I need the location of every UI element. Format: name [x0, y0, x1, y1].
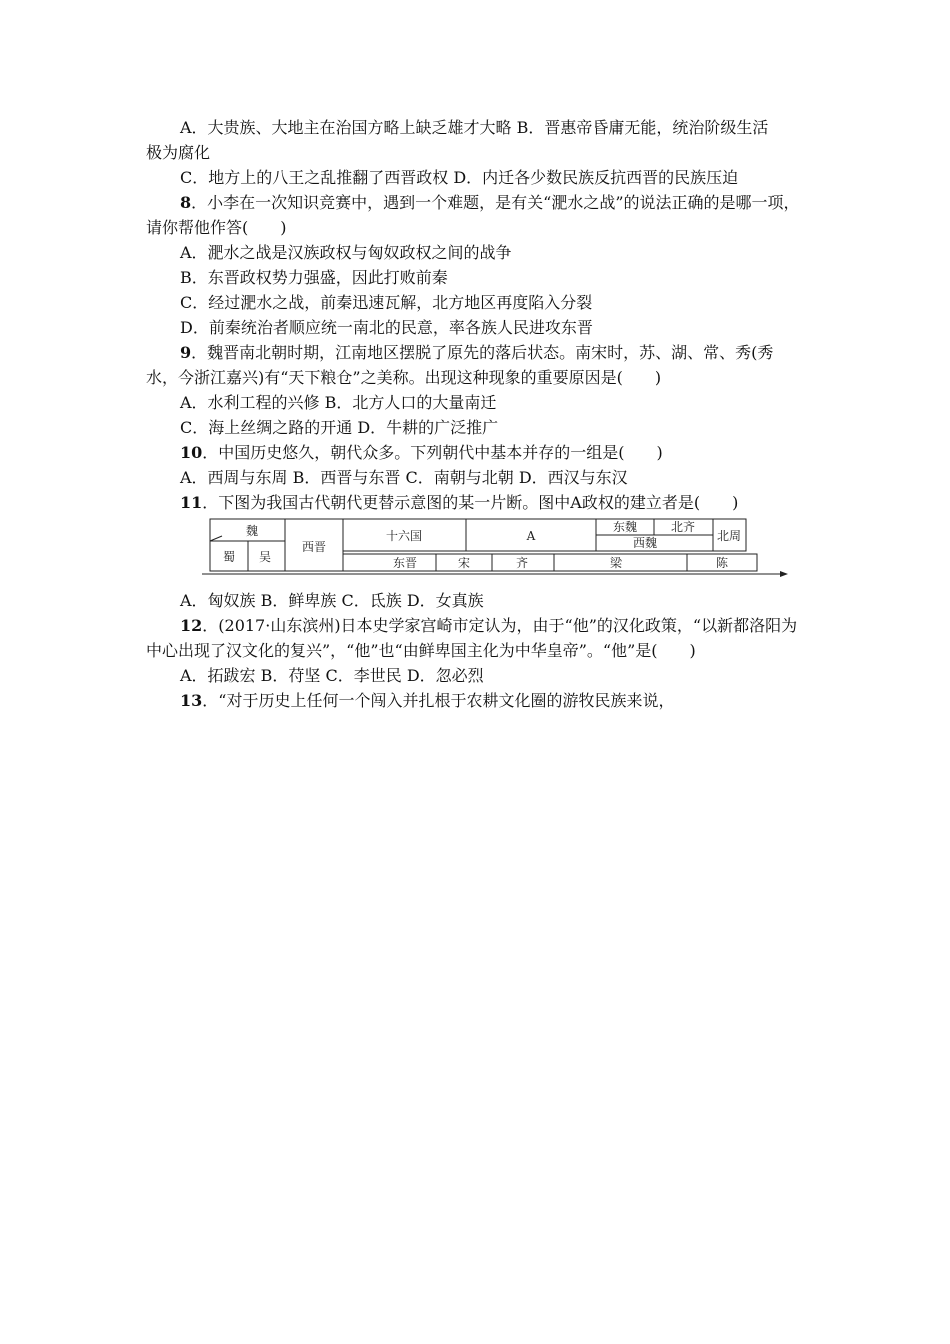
dongjin-box — [343, 554, 436, 571]
q7-option-cd: C．地方上的八王之乱推翻了西晋政权 D．内迁各少数民族反抗西晋的民族压迫 — [180, 168, 739, 187]
label-qi: 齐 — [515, 556, 529, 570]
q9-option-ab: A．水利工程的兴修 B．北方人口的大量南迁 — [180, 393, 497, 412]
q8-text: ．小李在一次知识竞赛中，遇到一个难题，是有关“淝水之战”的说法正确的是哪一项， — [191, 193, 800, 212]
label-wu: 吴 — [258, 550, 272, 564]
label-dongjin: 东晋 — [392, 556, 418, 570]
label-a: A — [526, 529, 536, 543]
q8-option-c: C．经过淝水之战，前秦迅速瓦解，北方地区再度陷入分裂 — [180, 293, 593, 312]
label-beizhou: 北周 — [716, 529, 742, 543]
label-xijin: 西晋 — [301, 540, 327, 554]
q7-option-b-cont: 极为腐化 — [146, 143, 211, 162]
q13-stem — [180, 690, 674, 712]
label-xiwei: 西魏 — [632, 536, 658, 550]
label-shu: 蜀 — [222, 550, 236, 564]
q13-number: 13 — [180, 691, 203, 710]
q12-stem-cont: 中心出现了汉文化的复兴”，“他”也“由鲜卑国主化为中华皇帝”。“他”是( ) — [146, 641, 696, 660]
label-dongwei: 东魏 — [612, 520, 638, 534]
q11-number: 11 — [180, 493, 203, 512]
q8-number: 8 — [180, 193, 192, 212]
label-wei: 魏 — [245, 524, 259, 538]
q9-text: ．魏晋南北朝时期，江南地区摆脱了原先的落后状态。南宋时，苏、湖、常、秀(秀 — [191, 343, 774, 362]
q11-stem — [180, 492, 738, 514]
q12-options: A．拓跋宏 B．苻坚 C．李世民 D．忽必烈 — [180, 666, 484, 685]
q13-text: ．“对于历史上任何一个闯入并扎根于农耕文化圈的游牧民族来说， — [202, 691, 675, 710]
q12-stem — [180, 615, 797, 637]
q9-number: 9 — [180, 343, 192, 362]
dynasty-timeline-diagram — [200, 516, 790, 578]
label-shiliuguo: 十六国 — [385, 529, 423, 543]
label-liang: 梁 — [609, 556, 623, 570]
q8-stem — [180, 192, 800, 214]
q9-stem — [180, 342, 773, 364]
label-beiqi: 北齐 — [670, 520, 696, 534]
q8-option-a: A．淝水之战是汉族政权与匈奴政权之间的战争 — [180, 243, 512, 262]
q7-option-ab: A．大贵族、大地主在治国方略上缺乏雄才大略 B．晋惠帝昏庸无能，统治阶级生活 — [180, 118, 769, 137]
timeline-arrow-icon — [780, 571, 788, 577]
q8-stem-cont: 请你帮他作答( ) — [146, 218, 287, 237]
q8-option-d: D．前秦统治者顺应统一南北的民意，率各族人民进攻东晋 — [180, 318, 593, 337]
q8-option-b: B．东晋政权势力强盛，因此打败前秦 — [180, 268, 448, 287]
q10-options: A．西周与东周 B．西晋与东晋 C．南朝与北朝 D．西汉与东汉 — [180, 468, 628, 487]
label-chen: 陈 — [715, 556, 729, 570]
q11-options: A．匈奴族 B．鲜卑族 C．氐族 D．女真族 — [180, 591, 484, 610]
q10-stem — [180, 442, 663, 464]
q12-number: 12 — [180, 616, 203, 635]
q12-text: ．(2017·山东滨州)日本史学家宫崎市定认为，由于“他”的汉化政策，“以新都洛阳为 — [202, 616, 798, 635]
q11-text: ．下图为我国古代朝代更替示意图的某一片断。图中A政权的建立者是( ) — [202, 493, 739, 512]
q9-stem-cont: 水，今浙江嘉兴)有“天下粮仓”之美称。出现这种现象的重要原因是( ) — [146, 368, 662, 387]
q10-text: ．中国历史悠久，朝代众多。下列朝代中基本并存的一组是( ) — [202, 443, 663, 462]
label-song: 宋 — [457, 556, 471, 570]
q10-number: 10 — [180, 443, 203, 462]
q9-option-cd: C．海上丝绸之路的开通 D．牛耕的广泛推广 — [180, 418, 499, 437]
three-kingdoms-slant — [210, 536, 222, 541]
